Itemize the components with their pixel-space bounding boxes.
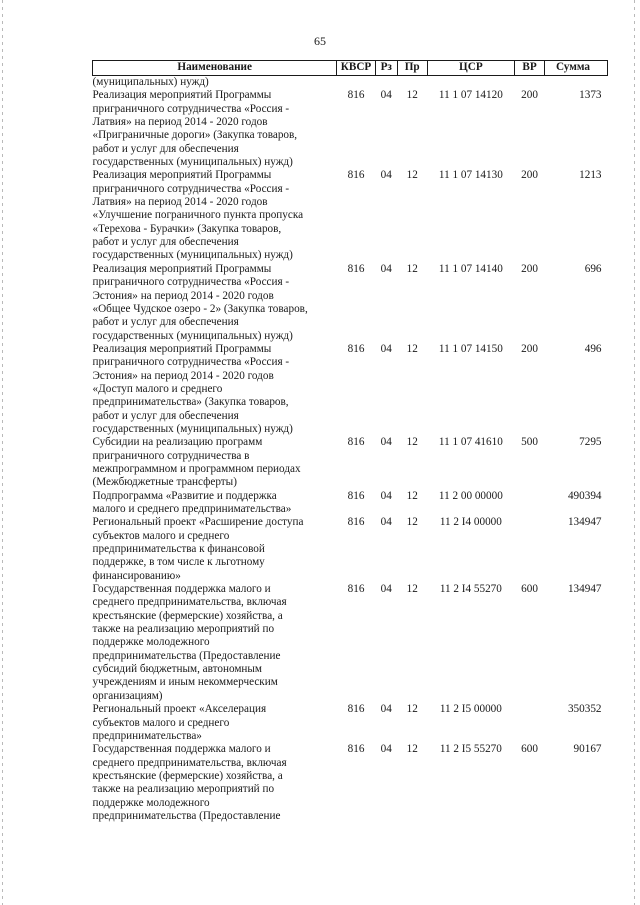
row-name-line: государственных (муниципальных) нужд) <box>92 249 293 262</box>
table-row <box>93 343 608 436</box>
row-sum-cell: 496 <box>584 342 602 355</box>
row-name-cell <box>93 76 337 90</box>
table-row <box>93 76 608 90</box>
row-kvsr-cell: 816 <box>347 89 365 102</box>
row-name-line: предпринимательства к финансовой <box>92 543 265 556</box>
row-csr-cell: 11 2 I5 00000 <box>439 703 502 716</box>
row-name-line: Реализация мероприятий Программы <box>92 342 272 355</box>
row-vr-cell <box>515 490 545 517</box>
row-name-cell <box>93 490 337 517</box>
row-rz-cell: 04 <box>380 89 392 102</box>
table-header <box>93 61 608 76</box>
row-name-line: приграничного сотрудничества «Россия - <box>92 276 290 289</box>
row-pr-cell: 12 <box>406 342 418 355</box>
table-row <box>93 263 608 343</box>
row-name-line: «Общее Чудское озеро - 2» (Закупка товаров, <box>92 302 308 315</box>
row-name-line: приграничного сотрудничества «Россия - <box>92 182 290 195</box>
row-pr-cell: 12 <box>406 489 418 502</box>
row-name-line: субъектов малого и среднего <box>92 529 230 542</box>
row-name-line: Эстония» на период 2014 - 2020 годов <box>92 369 274 382</box>
row-name-line: «Улучшение пограничного пункта пропуска <box>92 209 304 222</box>
row-pr-cell: 12 <box>406 743 418 756</box>
row-name-line: среднего предпринимательства, включая <box>92 596 287 609</box>
row-name-cell <box>93 263 337 343</box>
table-row <box>93 89 608 169</box>
row-pr-cell: 12 <box>406 89 418 102</box>
row-csr-cell: 11 1 07 14130 <box>438 169 503 182</box>
row-sum-cell: 1373 <box>579 89 602 102</box>
row-pr-cell: 12 <box>406 262 418 275</box>
row-rz-cell: 04 <box>380 743 392 756</box>
row-name-line: организациям) <box>92 689 163 702</box>
row-vr-cell <box>515 516 545 583</box>
table-row <box>93 516 608 583</box>
row-kvsr-cell: 816 <box>347 436 365 449</box>
row-rz-cell: 04 <box>380 516 392 529</box>
row-name-line: государственных (муниципальных) нужд) <box>92 156 293 169</box>
header-csr: ЦСР <box>427 61 515 76</box>
row-csr-cell <box>427 76 515 90</box>
row-name-line: (Межбюджетные трансферты) <box>92 476 237 489</box>
row-name-line: субъектов малого и среднего <box>92 716 230 729</box>
row-csr-cell: 11 1 07 14120 <box>438 89 503 102</box>
row-name-line: финансированию» <box>92 569 181 582</box>
row-rz-cell: 04 <box>380 436 392 449</box>
row-kvsr-cell <box>337 76 375 90</box>
row-name-line: межпрограммном и программном периодах <box>92 462 301 475</box>
table-row <box>93 583 608 703</box>
row-rz-cell: 04 <box>380 169 392 182</box>
row-pr-cell <box>397 76 427 90</box>
row-name-line: Региональный проект «Акселерация <box>92 703 267 716</box>
row-kvsr-cell: 816 <box>347 169 365 182</box>
row-csr-cell: 11 2 I4 55270 <box>439 583 502 596</box>
row-rz-cell: 04 <box>380 262 392 275</box>
row-name-line: государственных (муниципальных) нужд) <box>92 422 293 435</box>
row-name-line: приграничного сотрудничества «Россия - <box>92 102 290 115</box>
row-kvsr-cell: 816 <box>347 489 365 502</box>
row-name-cell <box>93 436 337 489</box>
row-vr-cell: 600 <box>521 583 538 596</box>
header-rz: Рз <box>375 61 397 76</box>
row-name-line: работ и услуг для обеспечения <box>92 236 239 249</box>
budget-table <box>92 60 608 823</box>
row-name-cell <box>93 343 337 436</box>
row-vr-cell: 200 <box>521 342 538 355</box>
row-csr-cell: 11 2 00 00000 <box>438 489 503 502</box>
row-name-line: Реализация мероприятий Программы <box>92 89 272 102</box>
row-csr-cell: 11 1 07 14150 <box>438 342 503 355</box>
table-body <box>93 76 608 824</box>
row-name-cell <box>93 516 337 583</box>
row-csr-cell: 11 2 I5 55270 <box>439 743 502 756</box>
row-name-line: «Терехова - Бурачки» (Закупка товаров, <box>92 222 282 235</box>
row-vr-cell <box>515 703 545 743</box>
row-name-line: Латвия» на период 2014 - 2020 годов <box>92 196 268 209</box>
row-name-line: поддержке, в том числе к льготному <box>92 556 265 569</box>
row-kvsr-cell: 816 <box>347 703 365 716</box>
row-kvsr-cell: 816 <box>347 583 365 596</box>
row-name-line: Государственная поддержка малого и <box>92 743 271 756</box>
row-pr-cell: 12 <box>406 516 418 529</box>
row-name-cell <box>93 169 337 262</box>
row-name-line: «Приграничные дороги» (Закупка товаров, <box>92 129 298 142</box>
page-number: 65 <box>314 34 326 48</box>
row-sum-cell: 90167 <box>573 743 602 756</box>
row-sum-cell <box>544 76 607 90</box>
row-kvsr-cell: 816 <box>347 262 365 275</box>
row-name-line: (муниципальных) нужд) <box>92 76 209 88</box>
row-sum-cell: 1213 <box>579 169 602 182</box>
row-name-line: Эстония» на период 2014 - 2020 годов <box>92 289 274 302</box>
header-row <box>93 61 608 76</box>
row-name-line: Государственная поддержка малого и <box>92 583 271 596</box>
row-name-line: приграничного сотрудничества «Россия - <box>92 356 290 369</box>
row-rz-cell <box>375 76 397 90</box>
row-vr-cell: 500 <box>521 436 538 449</box>
row-pr-cell: 12 <box>406 703 418 716</box>
row-name-line: крестьянские (фермерские) хозяйства, а <box>92 769 283 782</box>
row-name-line: среднего предпринимательства, включая <box>92 756 287 769</box>
row-name-line: Подпрограмма «Развитие и поддержка <box>92 489 277 502</box>
table-row <box>93 490 608 517</box>
row-vr-cell: 200 <box>521 169 538 182</box>
row-name-line: поддержке молодежного <box>92 636 210 649</box>
row-name-line: также на реализацию мероприятий по <box>92 783 275 796</box>
header-vr: ВР <box>515 61 545 76</box>
row-name-line: малого и среднего предпринимательства» <box>92 503 292 515</box>
row-kvsr-cell: 816 <box>347 743 365 756</box>
row-rz-cell: 04 <box>380 703 392 716</box>
row-sum-cell: 696 <box>584 262 602 275</box>
row-sum-cell: 134947 <box>567 516 602 529</box>
row-name-line: предпринимательства» (Закупка товаров, <box>92 396 289 409</box>
row-name-line: работ и услуг для обеспечения <box>92 142 239 155</box>
row-vr-cell <box>515 76 545 90</box>
table-row <box>93 703 608 743</box>
row-name-line: Реализация мероприятий Программы <box>92 262 272 275</box>
row-kvsr-cell: 816 <box>347 516 365 529</box>
row-name-line: Латвия» на период 2014 - 2020 годов <box>92 116 268 129</box>
row-pr-cell: 12 <box>406 436 418 449</box>
row-name-cell <box>93 583 337 703</box>
row-sum-cell: 7295 <box>579 436 602 449</box>
row-sum-cell: 350352 <box>567 703 602 716</box>
row-name-line: субсидий бюджетным, автономным <box>92 663 262 676</box>
row-rz-cell: 04 <box>380 342 392 355</box>
row-name-line: «Доступ малого и среднего <box>92 382 223 395</box>
row-name-cell <box>93 703 337 743</box>
header-sum: Сумма <box>544 61 607 76</box>
row-name-line: Региональный проект «Расширение доступа <box>92 516 304 529</box>
row-name-line: предпринимательства» <box>92 729 202 742</box>
row-name-cell <box>93 743 337 823</box>
row-sum-cell: 490394 <box>567 489 602 502</box>
row-name-line: предпринимательства (Предоставление <box>92 649 281 662</box>
row-name-line: поддержке молодежного <box>92 796 210 809</box>
scan-edge-right <box>634 0 635 905</box>
row-name-line: работ и услуг для обеспечения <box>92 316 239 329</box>
row-vr-cell: 200 <box>521 89 538 102</box>
row-name-line: Субсидии на реализацию программ <box>92 436 263 449</box>
table-row <box>93 436 608 489</box>
row-csr-cell: 11 1 07 41610 <box>438 436 503 449</box>
row-name-line: учреждениям и иным некоммерческим <box>92 676 278 689</box>
row-csr-cell: 11 1 07 14140 <box>438 262 503 275</box>
header-kvsr: КВСР <box>337 61 375 76</box>
row-pr-cell: 12 <box>406 169 418 182</box>
row-name-line: государственных (муниципальных) нужд) <box>92 329 293 342</box>
row-name-line: крестьянские (фермерские) хозяйства, а <box>92 609 283 622</box>
table-row <box>93 169 608 262</box>
table-row <box>93 743 608 823</box>
row-rz-cell: 04 <box>380 489 392 502</box>
row-name-line: предпринимательства (Предоставление <box>92 809 281 822</box>
row-name-cell <box>93 89 337 169</box>
row-sum-cell: 134947 <box>567 583 602 596</box>
row-rz-cell: 04 <box>380 583 392 596</box>
header-pr: Пр <box>397 61 427 76</box>
row-name-line: приграничного сотрудничества в <box>92 449 250 462</box>
row-name-line: также на реализацию мероприятий по <box>92 623 275 636</box>
row-name-line: работ и услуг для обеспечения <box>92 409 239 422</box>
row-vr-cell: 600 <box>521 743 538 756</box>
row-pr-cell: 12 <box>406 583 418 596</box>
header-name: Наименование <box>93 61 337 76</box>
scan-edge-left <box>2 0 3 905</box>
row-vr-cell: 200 <box>521 262 538 275</box>
row-name-line: Реализация мероприятий Программы <box>92 169 272 182</box>
row-csr-cell: 11 2 I4 00000 <box>439 516 502 529</box>
row-kvsr-cell: 816 <box>347 342 365 355</box>
